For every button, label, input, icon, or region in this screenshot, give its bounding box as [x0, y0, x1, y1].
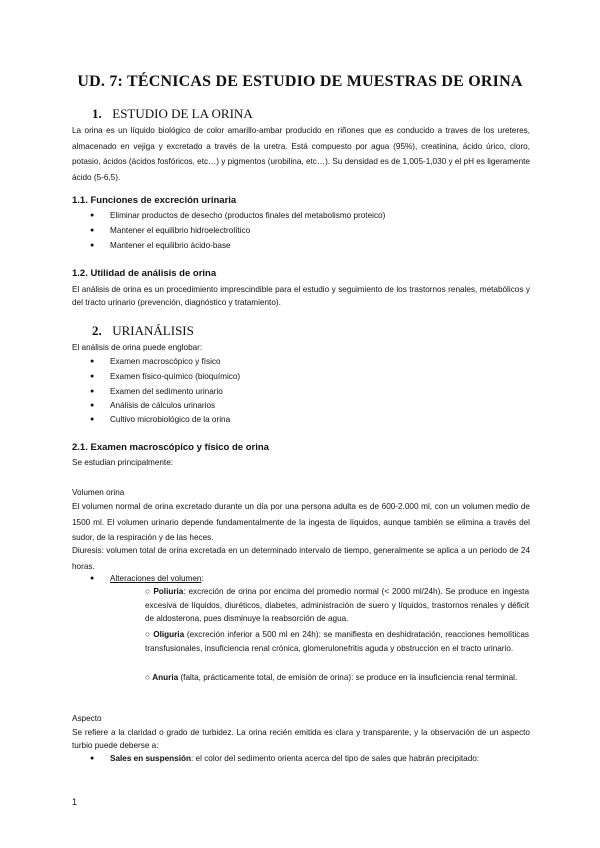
circle-bullet-icon: ○: [145, 630, 151, 639]
list-item: ● Examen macroscópico y físico: [110, 355, 221, 369]
subsection-1-2-heading: 1.2. Utilidad de análisis de orina: [72, 268, 217, 279]
bullet-icon: ●: [90, 212, 95, 219]
aspecto-item: ● Sales en suspensión: el color del sedimento orienta acerca del tipo de sales que habrán precipitado:: [110, 752, 479, 766]
bullet-icon: ●: [90, 402, 95, 409]
list-item: ● Mantener el equilibrio hidroelectrolítico: [110, 224, 250, 238]
alteraciones-label: Alteraciones del volumen: [110, 574, 202, 583]
alteracion-poliuria: ○ Poliuria: excreción de orina por encima del promedio normal (< 2000 ml/24h). Se produce en ingesta excesiva de líquidos, diuréticos, diabetes, administración de suero y líquidos, trastornos renales y déficit de aldosterona, pues disminuye la reabsorción de agua.: [145, 587, 529, 624]
list-item: ● Examen del sedimento urinario: [110, 385, 223, 399]
page-title: UD. 7: TÉCNICAS DE ESTUDIO DE MUESTRAS DE ORINA: [77, 73, 523, 90]
bullet-icon: ●: [90, 242, 95, 249]
list-item: ● Cultivo microbiológico de la orina: [110, 413, 230, 427]
volumen-paragraph: El volumen normal de orina excretado durante un día por una persona adulta es de 600-2.000 ml, con un volumen medio de 1500 ml. El volumen urinario depende fundamentalmente de la ingesta de líquidos, aunque también se elimina a través del sudor, de la respiración y de las heces.: [72, 502, 530, 542]
alteraciones-item: ● Alteraciones del volumen:: [110, 572, 204, 586]
subsection-1-1-heading: 1.1. Funciones de excreción urinaria: [72, 195, 237, 206]
aspecto-paragraph: Se refiere a la claridad o grado de turbidez. La orina recién emitida es clara y transparente, y la observación de un aspecto turbio puede deberse a:: [72, 728, 530, 750]
bullet-icon: ●: [90, 388, 95, 395]
subsection-1-2-paragraph: El análisis de orina es un procedimiento imprescindible para el estudio y seguimiento de los trastornos renales, metabólicos y del tracto urinario (prevención, diagnóstico y tratamiento).: [72, 285, 530, 307]
section-2-number: 2.: [92, 323, 102, 338]
subsection-2-1-intro: Se estudian principalmente:: [72, 458, 174, 467]
list-item: ● Análisis de cálculos urinarios: [110, 399, 215, 413]
bullet-icon: ●: [90, 416, 95, 423]
page-number: 1: [72, 797, 78, 807]
bullet-icon: ●: [90, 358, 95, 365]
alteracion-oliguria: ○ Oliguria (excreción inferior a 500 ml en 24h): se manifiesta en deshidratación, reacciones hemolíticas transfusionales, insuficiencia renal crónica, glomerulonefritis aguda y obstrucción en el tracto urinario.: [145, 630, 530, 653]
alteracion-anuria: ○ Anuria (falta, prácticamente total, de emisión de orina): se produce en la insuficiencia renal terminal.: [145, 673, 518, 682]
section-2-intro: El análisis de orina puede englobar:: [72, 343, 203, 352]
bullet-icon: ●: [90, 575, 95, 582]
bullet-icon: ●: [90, 373, 95, 380]
bullet-icon: ●: [90, 755, 95, 762]
aspecto-heading: Aspecto: [72, 714, 102, 723]
section-1-number: 1.: [92, 106, 102, 121]
circle-bullet-icon: ○: [145, 587, 151, 596]
circle-bullet-icon: ○: [145, 673, 150, 682]
section-2-heading: [92, 323, 194, 339]
section-2-title: URIANÁLISIS: [112, 323, 194, 338]
bullet-icon: ●: [90, 227, 95, 234]
section-1-heading: [92, 106, 253, 122]
section-1-title: ESTUDIO DE LA ORINA: [112, 106, 253, 121]
list-item: ● Mantener el equilibrio ácido-base: [110, 239, 231, 253]
section-1-paragraph: La orina es un líquido biológico de color amarillo-ambar producido en riñones que es conducido a traves de los ureteres, almacenado en vejiga y excretado a través de la uretra. Está compuesto por agua (95%), creatinina, ácido úrico, cloro, potasio, ácidos (ácidos fosfóricos, etc…) y pigmentos (urobilina, etc…). Su densidad es de 1,005-1,030 y el pH es ligeramente ácido (5-6,5).: [72, 126, 530, 182]
volumen-heading: Volumen orina: [72, 488, 125, 497]
subsection-2-1-heading: 2.1. Examen macroscópico y físico de orina: [72, 442, 269, 453]
diuresis-paragraph: Diuresis: volumen total de orina excretada en un determinado intervalo de tiempo, generalmente se aplica a un periodo de 24 horas.: [72, 546, 530, 571]
list-item: ● Examen físico-químico (bioquímico): [110, 370, 240, 384]
list-item: ● Eliminar productos de desecho (productos finales del metabolismo proteico): [110, 209, 385, 223]
